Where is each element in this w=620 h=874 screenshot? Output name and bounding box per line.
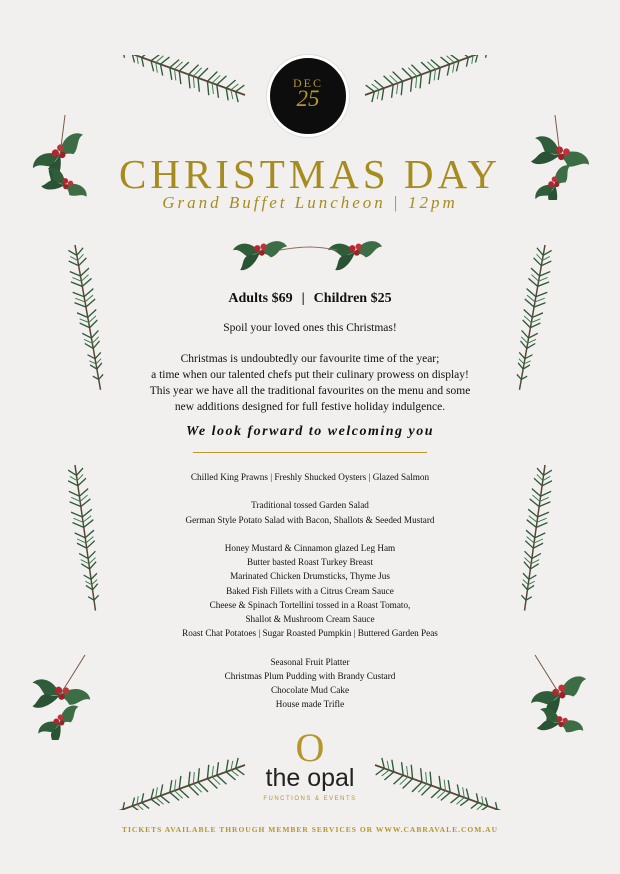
footer-note: TICKETS AVAILABLE THROUGH MEMBER SERVICES OR WWW.CABRAVALE.COM.AU — [122, 825, 498, 834]
holly-center-icon — [225, 228, 395, 278]
logo-mark: O — [295, 725, 325, 770]
badge-day: 25 — [296, 86, 320, 111]
pine-branch-right-lower-icon — [500, 460, 590, 620]
intro-text: Spoil your loved ones this Christmas! — [223, 322, 397, 334]
page-subtitle: Grand Buffet Luncheon | 12pm — [162, 193, 458, 212]
paragraph-line: a time when our talented chefs put their culinary prowess on display! — [151, 369, 469, 381]
menu-item: Honey Mustard & Cinnamon glazed Leg Ham — [224, 542, 396, 553]
badge-month: DEC — [293, 76, 323, 90]
menu-item: Marinated Chicken Drumsticks, Thyme Jus — [230, 571, 390, 582]
menu-item: Roast Chat Potatoes | Sugar Roasted Pumpkin | Buttered Garden Peas — [182, 628, 438, 639]
menu-item: German Style Potato Salad with Bacon, Shallots & Seeded Mustard — [185, 514, 435, 525]
logo-tagline: FUNCTIONS & EVENTS — [263, 796, 357, 802]
welcome-heading: We look forward to welcoming you — [185, 424, 435, 439]
holly-bottom-left-icon — [25, 650, 95, 740]
child-price: Children $25 — [313, 291, 392, 306]
paragraph-line: new additions designed for full festive holiday indulgence. — [174, 401, 446, 413]
price-separator: | — [301, 291, 305, 306]
menu-item: Traditional tossed Garden Salad — [251, 500, 369, 511]
menu-item: Cheese & Spinach Tortellini tossed in a Roast Tomato, — [209, 599, 411, 610]
menu-item: House made Trifle — [275, 699, 345, 710]
divider — [193, 452, 427, 453]
menu-item: Seasonal Fruit Platter — [270, 656, 350, 667]
menu-list — [120, 470, 500, 711]
pine-branch-left-lower-icon — [30, 460, 120, 620]
pine-branch-top-right-icon — [360, 55, 510, 135]
menu-item: Chilled King Prawns | Freshly Shucked Oysters | Glazed Salmon — [190, 472, 430, 482]
paragraph-line: Christmas is undoubtedly our favourite time of the year; — [180, 353, 440, 365]
menu-item: Chocolate Mud Cake — [270, 685, 350, 695]
menu-item: Shallot & Mushroom Cream Sauce — [245, 614, 375, 624]
menu-item: Butter basted Roast Turkey Breast — [246, 557, 374, 568]
date-badge — [267, 55, 349, 137]
menu-item: Baked Fish Fillets with a Citrus Cream Sauce — [226, 585, 394, 596]
menu-item: Christmas Plum Pudding with Brandy Custard — [224, 670, 396, 681]
adult-price: Adults $69 — [228, 291, 293, 306]
logo-name: the opal — [265, 764, 355, 792]
description-paragraph — [100, 351, 520, 415]
pine-branch-top-left-icon — [100, 55, 250, 135]
paragraph-line: This year we have all the traditional favourites on the menu and some — [149, 385, 471, 397]
price-line — [0, 291, 620, 307]
holly-bottom-right-icon — [525, 650, 595, 740]
page-title: CHRISTMAS DAY — [119, 151, 501, 197]
